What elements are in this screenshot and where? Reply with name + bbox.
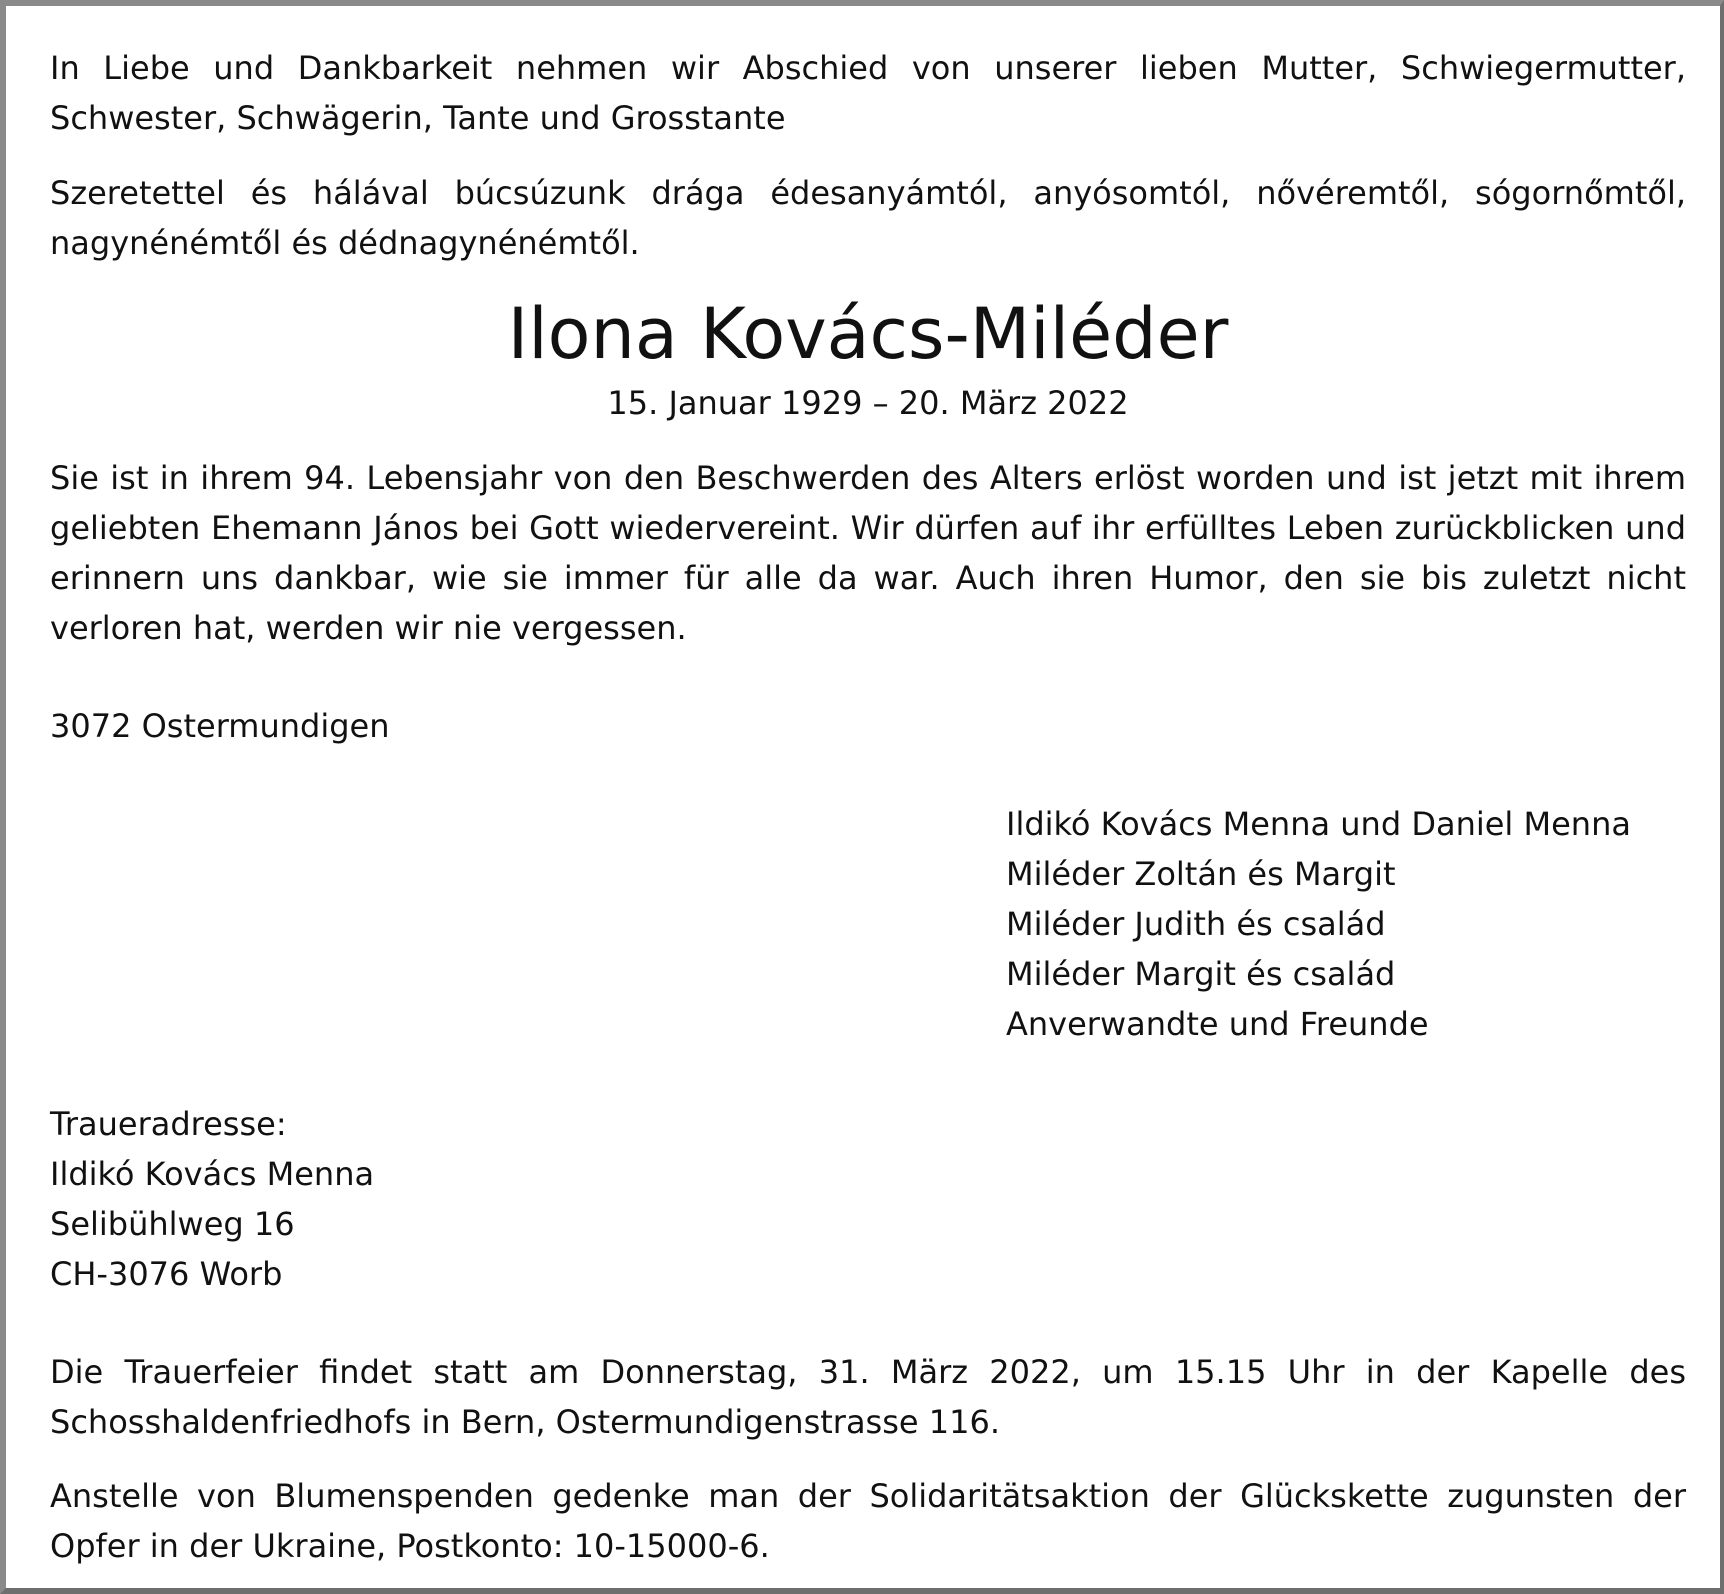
signers-list — [1006, 799, 1686, 1049]
mourning-address-label: Traueradresse: — [50, 1105, 287, 1143]
mourning-address-city: CH-3076 Worb — [50, 1255, 283, 1293]
mourning-address-name: Ildikó Kovács Menna — [50, 1155, 375, 1193]
ceremony-text: Die Trauerfeier findet statt am Donnerstag, 31. März 2022, um 15.15 Uhr in der Kapelle des Schosshaldenfriedhofs in Bern, Ostermundigenstrasse 116. — [50, 1353, 1686, 1441]
donation-text: Anstelle von Blumenspenden gedenke man der Solidaritätsaktion der Glückskette zugunsten der Opfer in der Ukraine, Postkonto: 10-15000-6. — [50, 1477, 1686, 1565]
signer-line: Ildikó Kovács Menna und Daniel Menna — [1006, 805, 1631, 843]
tribute-text: Sie ist in ihrem 94. Lebensjahr von den Beschwerden des Alters erlöst worden und ist jetzt mit ihrem geliebten Ehemann János bei Gott wiedervereint. Wir dürfen auf ihr erfülltes Leben zurückblicken und erinnern uns dankbar, wie sie immer für alle da war. Auch ihren Humor, den sie bis zuletzt nicht verloren hat, werden wir nie vergessen. — [50, 459, 1686, 647]
deceased-name: Ilona Kovács-Miléder — [507, 293, 1229, 375]
mourning-address-street: Selibühlweg 16 — [50, 1205, 295, 1243]
signer-line: Miléder Zoltán és Margit — [1006, 855, 1396, 893]
mourning-address — [50, 1099, 1686, 1299]
signer-line: Miléder Margit és család — [1006, 955, 1396, 993]
intro-german: In Liebe und Dankbarkeit nehmen wir Abschied von unserer lieben Mutter, Schwiegermutter, Schwester, Schwägerin, Tante und Grosstante — [50, 49, 1686, 137]
life-dates: 15. Januar 1929 – 20. März 2022 — [607, 384, 1129, 422]
signer-line: Anverwandte und Freunde — [1006, 1005, 1429, 1043]
signer-line: Miléder Judith és család — [1006, 905, 1386, 943]
intro-hungarian: Szeretettel és hálával búcsúzunk drága édesanyámtól, anyósomtól, nővéremtől, sógornőmtől, nagynénémtől és dédnagynénémtől. — [50, 174, 1686, 262]
location-text: 3072 Ostermundigen — [50, 707, 390, 745]
